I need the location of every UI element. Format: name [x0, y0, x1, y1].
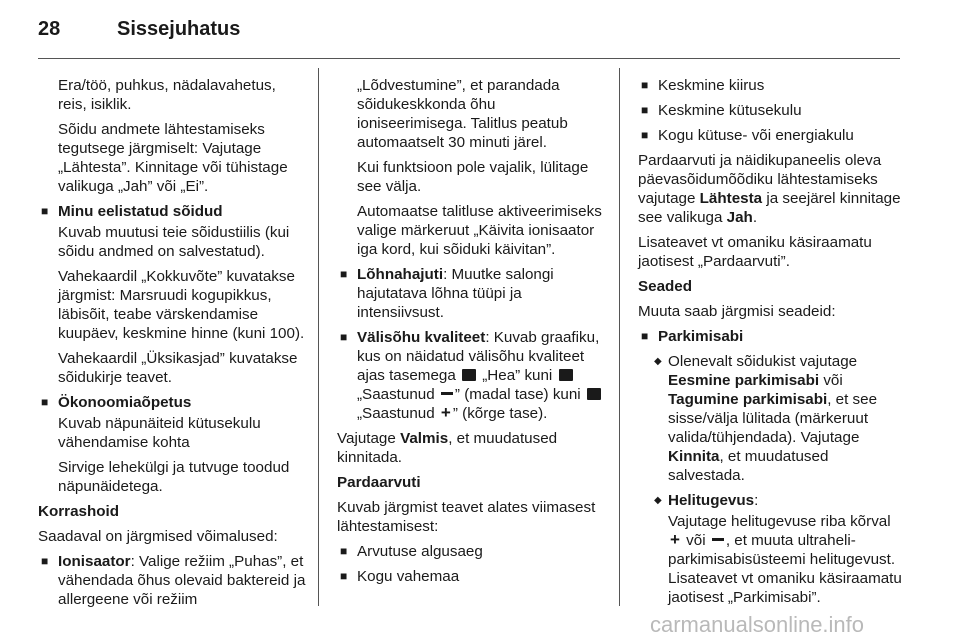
text: ja seejärel kinnitage see valikuga: [638, 190, 901, 226]
text: :: [754, 492, 759, 509]
paragraph: Kui funktsioon pole vajalik, lülitage see välja.: [357, 159, 589, 195]
bullet-text: : Muutke salongi hajutatava lõhna tüüpi ja intensiivsust.: [357, 266, 554, 321]
page-number: 28: [38, 18, 61, 40]
bullet-item: ■ Keskmine kütusekulu: [638, 101, 902, 120]
minus-icon: [712, 538, 724, 541]
column-2: [337, 76, 607, 592]
column-divider-2: [619, 68, 620, 606]
text: .: [752, 209, 758, 226]
bold-text: Tagumine parkimisabi: [668, 391, 828, 408]
sub-bullet-item: [638, 491, 902, 510]
bullet-label: Ökonoomiaõpetus: [58, 394, 192, 411]
bullet-item: [337, 328, 607, 423]
text: Vajutage: [337, 430, 401, 447]
paragraph: [337, 429, 607, 467]
bullet-item: ■ Kogu kütuse- või energiakulu: [638, 126, 902, 145]
bullet-item: [638, 327, 902, 346]
bold-text: Valmis: [400, 430, 449, 447]
bullet-item: [337, 265, 607, 322]
paragraph: Vahekaardil „Üksikasjad” kuvatakse sõidukirje teavet.: [58, 350, 298, 386]
page-title: Sissejuhatus: [117, 18, 241, 40]
bullet-text: „Hea” kuni: [482, 367, 553, 384]
text: või: [819, 372, 843, 389]
text: , et muuta ultraheli-parkimisabisüsteemi helitugevust. Lisateavet vt omaniku käsiraamatu jaotisest „Parkimisabi”.: [668, 532, 902, 606]
bullet-text: : Valige režiim „Puhas”, et vähendada õhus olevaid baktereid ja allergeene või režiim: [58, 553, 306, 608]
text: , et muudatused kinnitada.: [337, 430, 558, 466]
bullet-label: Parkimisabi: [658, 328, 744, 345]
bullet-label: Lõhnahajuti: [357, 266, 444, 283]
paragraph: Vahekaardil „Kokkuvõte” kuvatakse järgmist: Marsruudi kogupikkus, läbisõit, teabe värskendamise kuupäev, keskmine hinne (kuni 100).: [58, 268, 305, 342]
text: , et muudatused salvestada.: [668, 448, 829, 484]
paragraph: Kuvab näpunäiteid kütusekulu vähendamise kohta: [58, 415, 261, 451]
bold-text: Jah: [726, 209, 753, 226]
bullet-item: ■ Arvutuse algusaeg: [337, 542, 607, 561]
section-heading: Seaded: [638, 278, 693, 295]
paragraph: Muuta saab järgmisi seadeid:: [638, 303, 836, 320]
bullet-item: [38, 202, 306, 221]
paragraph: „Lõdvestumine”, et parandada sõidukeskkonda õhu ioniseerimisega. Talitlus peatub automaatselt 30 minuti järel.: [357, 77, 568, 151]
bullet-text: ” (kõrge tase).: [452, 405, 548, 422]
air-quality-low-icon: [559, 369, 573, 381]
air-quality-high-icon: [587, 388, 601, 400]
paragraph: Era/töö, puhkus, nädalavahetus, reis, isiklik.: [58, 77, 276, 113]
bold-text: Helitugevus: [668, 492, 755, 509]
paragraph: Sõidu andmete lähtestamiseks tegutsege järgmiselt: Vajutage „Lähtesta”. Kinnitage või tühistage valikuga „Jah” või „Ei”.: [58, 121, 288, 195]
bullet-item: [38, 552, 306, 609]
text: Vajutage helitugevuse riba kõrval: [668, 513, 891, 530]
bullet-text: : Kuvab graafiku, kus on näidatud välisõhu kvaliteet ajas tasemega: [357, 329, 600, 384]
paragraph: Kuvab järgmist teavet alates viimasest lähtestamisest:: [337, 499, 596, 535]
paragraph: [638, 512, 902, 607]
paragraph: Saadaval on järgmised võimalused:: [38, 528, 278, 545]
bullet-text: „Saastunud: [357, 386, 435, 403]
column-divider-1: [318, 68, 319, 606]
section-heading: Korrashoid: [38, 503, 120, 520]
column-3: [638, 76, 902, 613]
column-1: [38, 76, 306, 615]
paragraph: [638, 151, 902, 227]
plus-icon: +: [440, 403, 451, 422]
bullet-text: „Saastunud: [357, 405, 435, 422]
text: või: [686, 532, 706, 549]
bullet-item: ■ Kogu vahemaa: [337, 567, 607, 586]
bullet-item: [38, 393, 306, 412]
bold-text: Kinnita: [668, 448, 720, 465]
bold-text: Eesmine parkimisabi: [668, 372, 820, 389]
paragraph: Lisateavet vt omaniku käsiraamatu jaotisest „Pardaarvuti”.: [638, 234, 872, 270]
text: Olenevalt sõidukist vajutage: [668, 353, 858, 370]
header-rule: [38, 58, 900, 59]
text: Pardaarvuti ja näidikupaneelis oleva päevasõidumõõdiku lähtestamiseks vajutage: [638, 152, 882, 207]
watermark: carmanualsonline.info: [650, 612, 865, 637]
sub-bullet-item: [638, 352, 902, 485]
section-heading: Pardaarvuti: [337, 474, 421, 491]
bold-text: Lähtesta: [699, 190, 763, 207]
bullet-text: ” (madal tase) kuni: [454, 386, 581, 403]
air-quality-good-icon: [462, 369, 476, 381]
minus-icon: [441, 392, 453, 395]
bullet-label: Välisõhu kvaliteet: [357, 329, 486, 346]
paragraph: Kuvab muutusi teie sõidustiilis (kui sõidu andmed on salvestatud).: [58, 224, 290, 260]
bullet-label: Ionisaator: [58, 553, 131, 570]
text: , et see sisse/välja lülitada (märkeruut valida/tühjendada). Vajutage: [668, 391, 878, 446]
paragraph: Sirvige lehekülgi ja tutvuge toodud näpunäidetega.: [58, 459, 290, 495]
paragraph: Automaatse talitluse aktiveerimiseks valige märkeruut „Käivita ionisaator iga kord, kui sõiduki käivitan”.: [357, 203, 602, 258]
bullet-label: Minu eelistatud sõidud: [58, 203, 223, 220]
bullet-item: ■ Keskmine kiirus: [638, 76, 902, 95]
plus-icon: +: [670, 530, 680, 549]
